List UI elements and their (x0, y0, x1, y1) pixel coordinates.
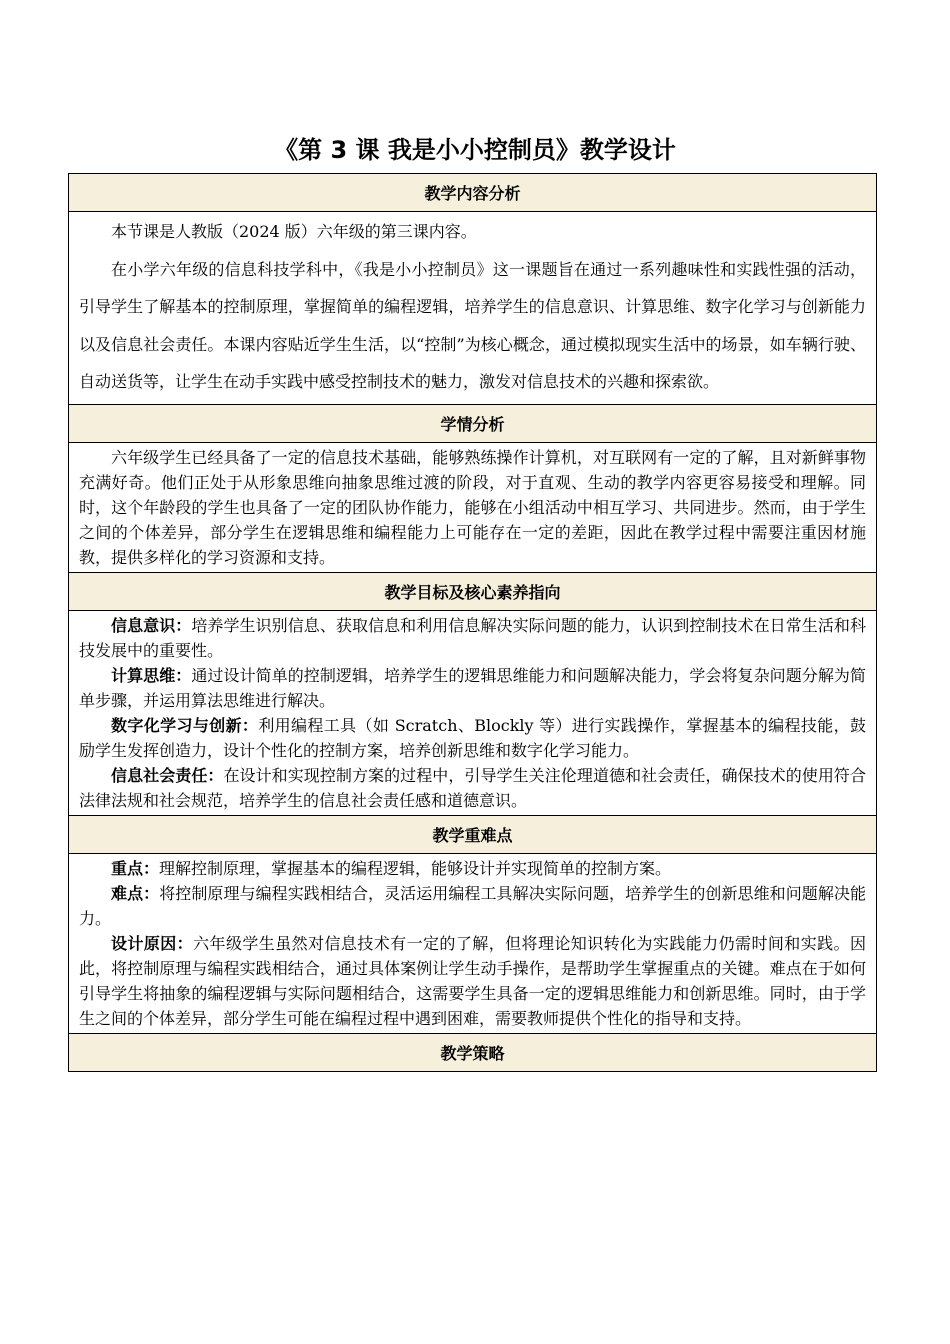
objective-item (79, 613, 866, 663)
section-header-row (69, 1033, 877, 1071)
content-analysis-cell (69, 212, 877, 405)
student-analysis-cell (69, 442, 877, 572)
key-point-item (79, 931, 866, 1031)
section-header-row (69, 404, 877, 442)
content-analysis-row (69, 212, 877, 405)
objective-text: 在设计和实现控制方案的过程中，引导学生关注伦理道德和社会责任，确保技术的使用符合法律法规和社会规范，培养学生的信息社会责任感和道德意识。 (79, 765, 866, 810)
section-header-row (69, 815, 877, 853)
objectives-heading: 教学目标及核心素养指向 (69, 572, 877, 610)
objective-text: 利用编程工具（如 Scratch、Blockly 等）进行实践操作，掌握基本的编程技能，鼓励学生发挥创造力，设计个性化的控制方案，培养创新思维和数字化学习能力。 (79, 715, 866, 760)
key-point-item (79, 881, 866, 931)
objective-label: 数字化学习与创新： (111, 715, 259, 735)
objective-item (79, 663, 866, 713)
student-analysis-row (69, 442, 877, 572)
objective-text: 通过设计简单的控制逻辑，培养学生的逻辑思维能力和问题解决能力，学会将复杂问题分解为简单步骤，并运用算法思维进行解决。 (79, 665, 866, 710)
key-point-text: 将控制原理与编程实践相结合，灵活运用编程工具解决实际问题，培养学生的创新思维和问题解决能力。 (79, 883, 866, 928)
key-point-label: 重点： (111, 858, 160, 878)
content-analysis-paragraph-1: 本节课是人教版（2024 版）六年级的第三课内容。 (111, 222, 477, 241)
student-analysis-paragraph: 六年级学生已经具备了一定的信息技术基础，能够熟练操作计算机，对互联网有一定的了解，且对新鲜事物充满好奇。他们正处于从形象思维向抽象思维过渡的阶段，对于直观、生动的教学内容更容易接受和理解。同时，这个年龄段的学生也具备了一定的团队协作能力，能够在小组活动中相互学习、共同进步。然而，由于学生之间的个体差异，部分学生在逻辑思维和编程能力上可能存在一定的差距，因此在教学过程中需要注重因材施教，提供多样化的学习资源和支持。 (79, 447, 866, 567)
key-point-label: 设计原因： (111, 933, 194, 953)
objective-label: 计算思维： (111, 665, 192, 685)
key-points-heading: 教学重难点 (69, 815, 877, 853)
student-analysis-heading: 学情分析 (69, 404, 877, 442)
content-analysis-paragraph-2: 在小学六年级的信息科技学科中，《我是小小控制员》这一课题旨在通过一系列趣味性和实践性强的活动，引导学生了解基本的控制原理，掌握简单的编程逻辑，培养学生的信息意识、计算思维、数字化学习与创新能力以及信息社会责任。本课内容贴近学生生活，以“控制”为核心概念，通过模拟现实生活中的场景，如车辆行驶、自动送货等，让学生在动手实践中感受控制技术的魅力，激发对信息技术的兴趣和探索欲。 (79, 259, 866, 392)
document-title: 《第 3 课 我是小小控制员》教学设计 (274, 136, 676, 164)
strategy-heading: 教学策略 (69, 1033, 877, 1071)
key-point-label: 难点： (111, 883, 160, 903)
key-point-text: 理解控制原理，掌握基本的编程逻辑，能够设计并实现简单的控制方案。 (159, 858, 672, 878)
key-points-row (69, 853, 877, 1033)
objective-label: 信息意识： (111, 615, 192, 635)
key-point-text: 六年级学生虽然对信息技术有一定的了解，但将理论知识转化为实践能力仍需时间和实践。因此，将控制原理与编程实践相结合，通过具体案例让学生动手操作，是帮助学生掌握重点的关键。难点在于如何引导学生将抽象的编程逻辑与实际问题相结合，这需要学生具备一定的逻辑思维能力和创新思维。同时，由于学生之间的个体差异，部分学生可能在编程过程中遇到困难，需要教师提供个性化的指导和支持。 (79, 933, 866, 1028)
key-point-item (79, 856, 866, 881)
objective-label: 信息社会责任： (111, 765, 224, 785)
objectives-row (69, 610, 877, 815)
objective-item (79, 713, 866, 763)
objectives-cell (69, 610, 877, 815)
objective-text: 培养学生识别信息、获取信息和利用信息解决实际问题的能力，认识到控制技术在日常生活和科技发展中的重要性。 (79, 615, 866, 660)
section-header-row (69, 572, 877, 610)
key-points-cell (69, 853, 877, 1033)
content-analysis-heading: 教学内容分析 (69, 174, 877, 212)
section-header-row (69, 174, 877, 212)
objective-item (79, 763, 866, 813)
lesson-plan-table (68, 173, 877, 1072)
